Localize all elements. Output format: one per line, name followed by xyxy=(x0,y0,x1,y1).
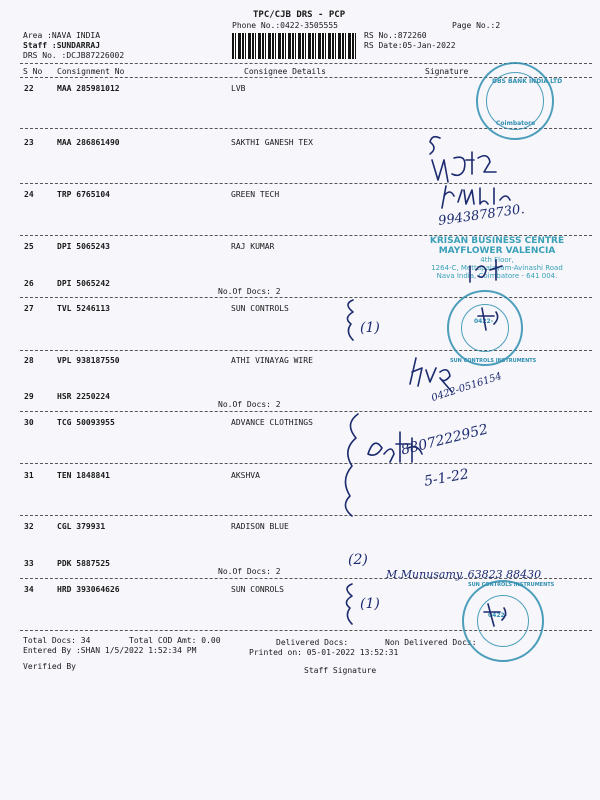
row-divider xyxy=(20,463,592,464)
row-consignee: RAJ KUMAR xyxy=(231,242,275,251)
row-consignee: SUN CONTROLS xyxy=(231,304,289,313)
row-docs-count: No.Of Docs: 2 xyxy=(218,287,281,296)
handwritten-mark-1: (1) xyxy=(360,320,380,336)
staff-signature-label: Staff Signature xyxy=(304,666,377,675)
row-consignee: GREEN TECH xyxy=(231,190,280,199)
report-title: TPC/CJB DRS - PCP xyxy=(253,10,346,20)
bank-stamp xyxy=(476,62,554,140)
row-consignment: TEN 1848841 xyxy=(57,471,110,480)
sun-controls-stamp-text: SUN CONTROLS INSTRUMENTS xyxy=(468,582,555,588)
row-divider xyxy=(20,411,592,412)
row-consignee: ADVANCE CLOTHINGS xyxy=(231,418,313,427)
row-consignment: TVL 5246113 xyxy=(57,304,110,313)
krisan-line5: Nava India, Coimbatore - 641 004. xyxy=(436,272,558,280)
signature-row-23 xyxy=(420,130,500,190)
brace-row-27 xyxy=(343,298,363,348)
row-sno: 34 xyxy=(24,585,34,594)
row-sno: 27 xyxy=(24,304,34,313)
total-cod-amount: Total COD Amt: 0.00 xyxy=(129,636,221,645)
handwritten-number-30: 8807222952 xyxy=(399,421,490,459)
row-divider xyxy=(20,515,592,516)
row-consignment: HRD 393064626 xyxy=(57,585,120,594)
printed-on: Printed on: 05-01-2022 13:52:31 xyxy=(249,648,399,657)
entered-by: Entered By :SHAN 1/5/2022 1:52:34 PM xyxy=(23,646,197,655)
row-consignee: AKSHVA xyxy=(231,471,260,480)
column-header-sno: S No xyxy=(23,67,43,76)
sun-stamp-phone: 0422- xyxy=(488,612,508,619)
column-header-consignee: Consignee Details xyxy=(244,67,326,76)
row-consignment: TCG 50093955 xyxy=(57,418,115,427)
row-consignment: CGL 379931 xyxy=(57,522,106,531)
rs-number: RS No.:872260 xyxy=(364,31,427,40)
brace-row-30 xyxy=(340,410,364,520)
rs-date: RS Date:05-Jan-2022 xyxy=(364,41,456,50)
staff-name: Staff :SUNDARRAJ xyxy=(23,41,101,50)
signature-row-34 xyxy=(482,600,512,630)
row-sno: 26 xyxy=(24,279,34,288)
row-consignee: RADISON BLUE xyxy=(231,522,289,531)
column-header-signature: Signature xyxy=(425,67,469,76)
verified-by: Verified By xyxy=(23,662,76,671)
handwritten-mark-2: (2) xyxy=(348,552,368,568)
row-consignee: SAKTHI GANESH TEX xyxy=(231,138,313,147)
row-consignment: VPL 938187550 xyxy=(57,356,120,365)
column-header-consignment: Consignment No xyxy=(57,67,125,76)
total-docs: Total Docs: 34 xyxy=(23,636,91,645)
handwritten-phone-2: 0422-0516154 xyxy=(430,370,504,405)
row-sno: 31 xyxy=(24,471,34,480)
row-sno: 25 xyxy=(24,242,34,251)
row-sno: 24 xyxy=(24,190,34,199)
row-docs-count: No.Of Docs: 2 xyxy=(218,567,281,576)
row-sno: 30 xyxy=(24,418,34,427)
non-delivered-docs: Non Delivered Docs: xyxy=(385,638,477,647)
row-consignee: LVB xyxy=(231,84,246,93)
row-sno: 22 xyxy=(24,84,34,93)
row-docs-count: No.Of Docs: 2 xyxy=(218,400,281,409)
delivered-docs: Delivered Docs: xyxy=(276,638,349,647)
row-consignment: DPI 5065242 xyxy=(57,279,110,288)
sun-stamp-phone: 0422- xyxy=(474,318,494,325)
row-sno: 29 xyxy=(24,392,34,401)
row-consignment: PDK 5887525 xyxy=(57,559,110,568)
bank-stamp-city: Coimbatore xyxy=(496,120,536,127)
krisan-line1: KRISAN BUSINESS CENTRE xyxy=(429,236,565,246)
handwritten-mark-3: (1) xyxy=(360,596,380,612)
krisan-line3: 4th Floor, xyxy=(480,256,514,264)
row-sno: 33 xyxy=(24,559,34,568)
row-consignment: TRP 6765104 xyxy=(57,190,110,199)
drs-number: DRS No. :DCJB87226002 xyxy=(23,51,125,60)
handwritten-name-34: M.Munusamy. 63823 88430 xyxy=(386,568,542,581)
signature-row-25 xyxy=(466,256,526,286)
handwritten-date-30: 5-1-22 xyxy=(422,466,471,490)
row-consignment: MAA 286861490 xyxy=(57,138,120,147)
sun-controls-stamp-text: SUN CONTROLS INSTRUMENTS xyxy=(450,358,537,364)
area: Area :NAVA INDIA xyxy=(23,31,101,40)
row-consignee: ATHI VINAYAG WIRE xyxy=(231,356,313,365)
handwritten-phone-1: 9943878730. xyxy=(437,202,526,229)
krisan-line4: 1264-C, Mettupalayam-Avinashi Road xyxy=(431,264,563,272)
row-sno: 28 xyxy=(24,356,34,365)
page-number: Page No.:2 xyxy=(452,21,501,30)
bank-stamp-text: DBS BANK INDIA LTD xyxy=(492,78,563,85)
row-sno: 23 xyxy=(24,138,34,147)
phone-number: Phone No.:0422-3505555 xyxy=(232,21,338,30)
brace-row-34 xyxy=(342,582,362,632)
row-consignee: SUN CONROLS xyxy=(231,585,284,594)
row-consignment: DPI 5065243 xyxy=(57,242,110,251)
krisan-line2: MAYFLOWER VALENCIA xyxy=(438,246,556,256)
row-consignment: MAA 285981012 xyxy=(57,84,120,93)
row-sno: 32 xyxy=(24,522,34,531)
barcode xyxy=(232,33,356,59)
signature-row-27 xyxy=(474,304,504,334)
row-consignment: HSR 2250224 xyxy=(57,392,110,401)
